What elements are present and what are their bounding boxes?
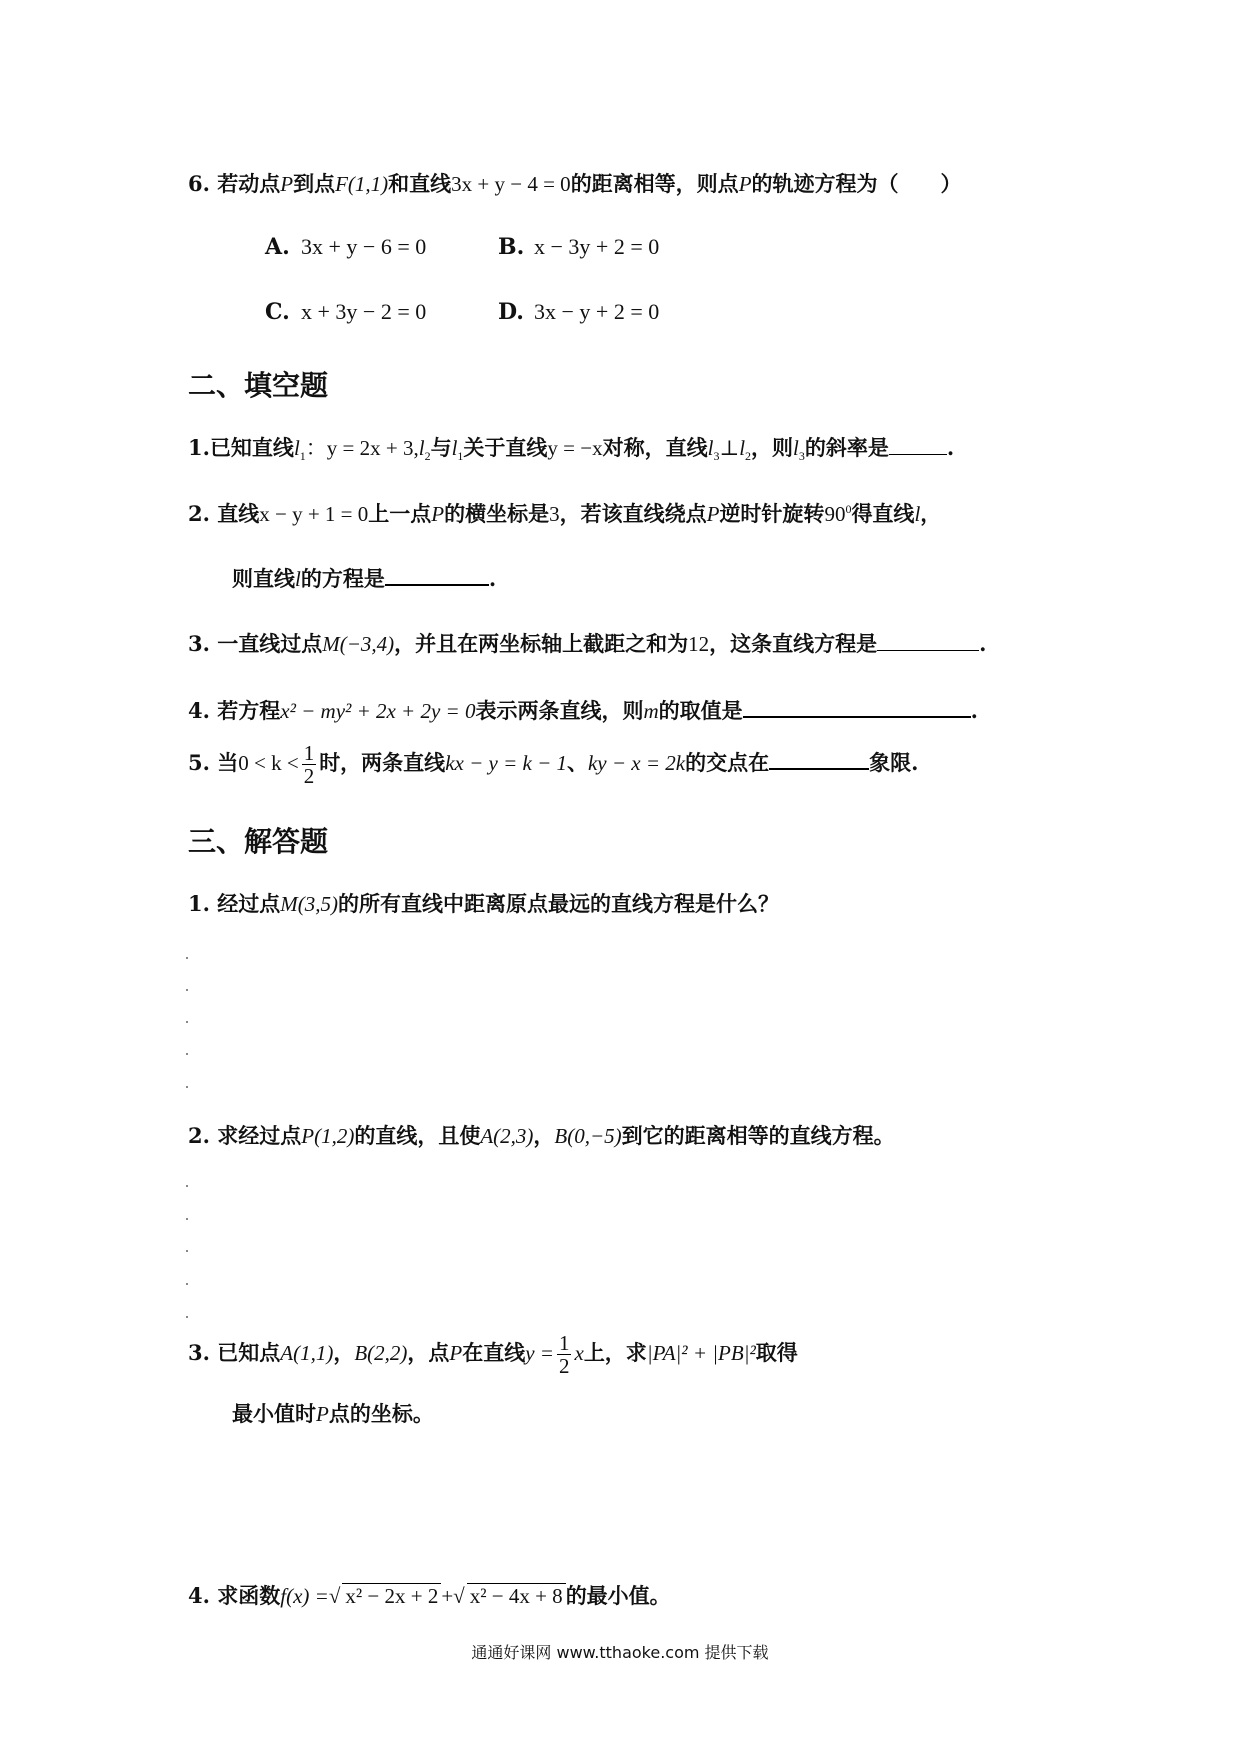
section-answer-title: 三、解答题 [188, 825, 329, 858]
fill-question-2: 2. 直线x − y + 1 = 0上一点P的横坐标是3，若该直线绕点P逆时针旋转$90^0$得直线l， [188, 501, 942, 526]
answer-blank [743, 696, 971, 718]
radicand-2: x² − 4x + 8 [467, 1583, 566, 1609]
answer-blank [769, 748, 869, 770]
q6-option-d: D. 3x − y + 2 = 0 [498, 299, 660, 325]
margin-mark [186, 1021, 188, 1023]
fraction-one-half: $\frac{1}{2}$ [558, 1331, 570, 1379]
margin-mark [186, 989, 188, 991]
answer-question-3: 3. 已知点A(1,1)，B(2,2)，点P在直线y = $\frac{1}{2}$ x上，求|PA|² + |PB|²取得 [188, 1331, 798, 1379]
q6-option-a: A. 3x + y − 6 = 0 [265, 234, 427, 260]
answer-question-2: 2. 求经过点P(1,2)的直线，且使A(2,3)，B(0,−5)到它的距离相等的直线方程。 [188, 1123, 895, 1148]
answer-blank [889, 434, 947, 455]
margin-mark [186, 1218, 188, 1220]
answer-blank [877, 630, 979, 651]
fill-question-4: 4. 若方程x² − my² + 2x + 2y = 0表示两条直线，则m的取值是 . [188, 698, 978, 723]
radicand-1: x² − 2x + 2 [342, 1583, 441, 1609]
answer-question-4: 4. 求函数f(x) =√ x² − 2x + 2 +√ x² − 4x + 8 的最小值。 [188, 1583, 671, 1608]
margin-mark [186, 957, 188, 959]
footer-source: 通通好课网 www.tthaoke.com 提供下载 [471, 1643, 769, 1662]
fill-question-5: 5. 当0 < k < $\frac{1}{2}$ 时，两条直线kx − y = k − 1、ky − x = 2k的交点在 象限. [188, 741, 919, 789]
margin-mark [186, 1250, 188, 1252]
margin-mark [186, 1185, 188, 1187]
q6-stem: 6. 若动点P到点F(1,1)和直线3x + y − 4 = 0的距离相等，则点P的轨迹方程为（ ） [188, 171, 962, 196]
section-fill-in-title: 二、填空题 [188, 369, 329, 402]
sqrt-sign: √ [453, 1584, 465, 1608]
answer-question-3-line2: 最小值时P点的坐标。 [232, 1401, 434, 1426]
margin-mark [186, 1086, 188, 1088]
fill-question-1: 1.已知直线$l_1$：$y = 2x + 3,l_2$与$l_1$关于直线y = −x对称，直线$l_3\perp l_2$，则$l_3$的斜率是 . [188, 435, 955, 464]
margin-mark [186, 1316, 188, 1318]
fraction-one-half: $\frac{1}{2}$ [303, 741, 315, 789]
q6-option-b: B. x − 3y + 2 = 0 [498, 234, 660, 260]
q6-number: 6. [188, 171, 210, 196]
answer-question-1: 1. 经过点M(3,5)的所有直线中距离原点最远的直线方程是什么？ [188, 891, 779, 916]
q6-option-c: C. x + 3y − 2 = 0 [265, 299, 427, 325]
fill-question-2-line2: 则直线l的方程是 . [232, 566, 497, 591]
fill-question-3: 3. 一直线过点M(−3,4)，并且在两坐标轴上截距之和为12，这条直线方程是 . [188, 631, 987, 656]
margin-mark [186, 1053, 188, 1055]
sqrt-sign: √ [328, 1584, 341, 1608]
answer-blank [385, 564, 489, 586]
margin-mark [186, 1283, 188, 1285]
